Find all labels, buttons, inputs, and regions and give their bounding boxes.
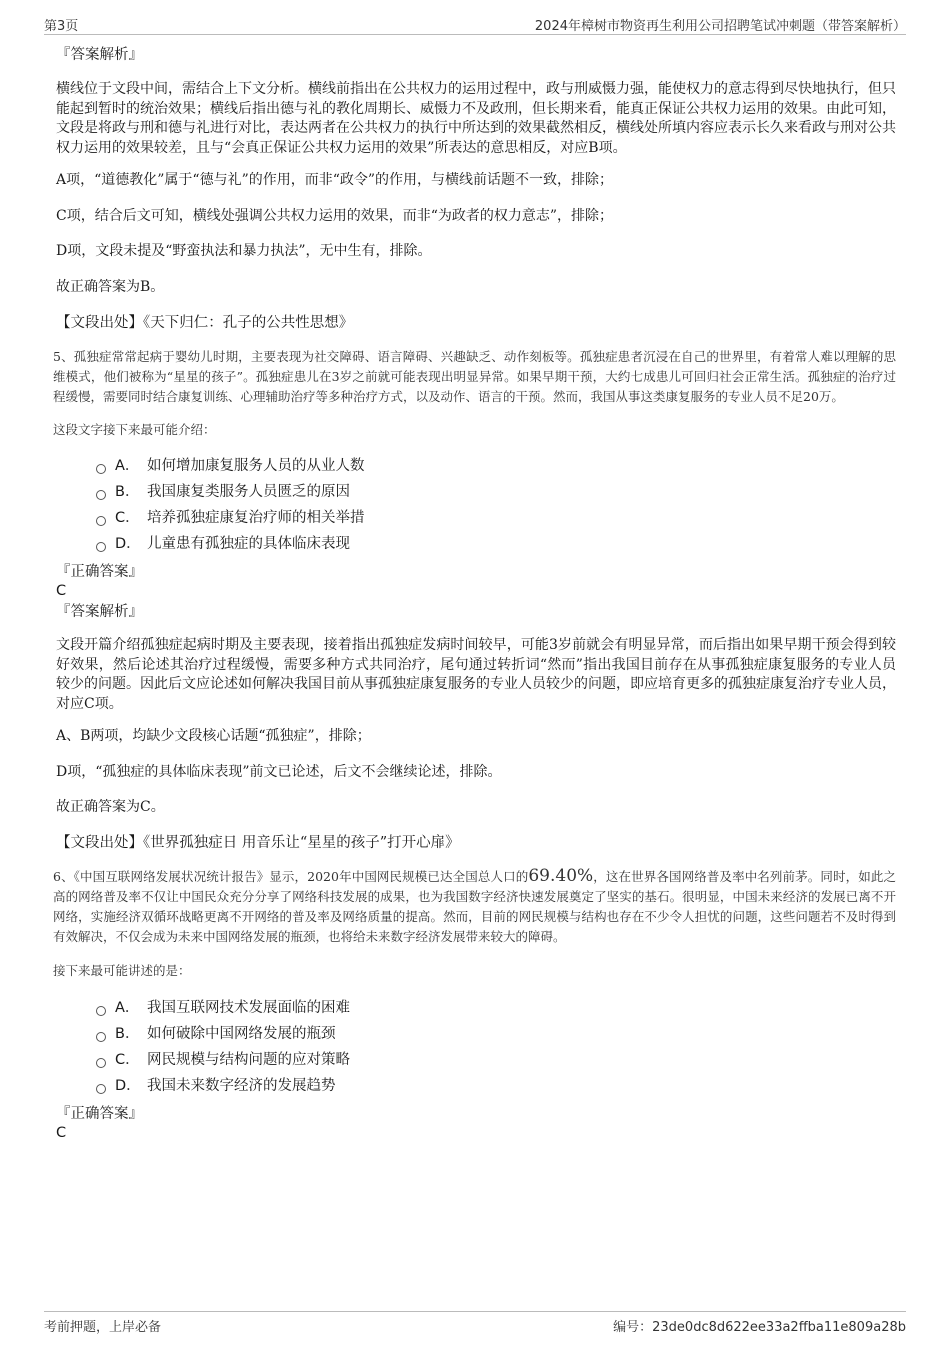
q5-answer: C (56, 583, 67, 599)
q6-option-d[interactable]: D． 我国未来数字经济的发展趋势 (96, 1073, 896, 1099)
q4-note-d: D项，文段未提及“野蛮执法和暴力执法”，无中生有，排除。 (56, 243, 432, 259)
q5-note-d: D项，“孤独症的具体临床表现”前文已论述，后文不会继续论述，排除。 (56, 763, 502, 780)
radio-icon[interactable] (96, 490, 106, 500)
q6-percentage: 69.40% (528, 865, 594, 886)
document-code: 编号：23de0dc8d622ee33a2ffba11e809a28b (613, 1320, 906, 1335)
q5-analysis: 文段开篇介绍孤独症起病时期及主要表现，接着指出孤独症发病时间较早，可能3岁前就会有明显异常，而后指出如果早期干预会得到较好效果，然后论述其治疗过程缓慢，需要多种方式共同治疗，尾句通过转折词“然而”指出我国目前存在从事孤独症康复服务的专业人员较少的问题。因此后文应论述如何解决我国目前从事孤独症康复服务的专业人员较少的问题，即应培育更多的孤独症康复治疗专业人员，对应C项。 (56, 637, 896, 712)
radio-icon[interactable] (96, 1084, 106, 1094)
q6-option-b[interactable]: B． 如何破除中国网络发展的瓶颈 (96, 1021, 896, 1047)
q6-options (56, 995, 896, 1099)
q5-option-b[interactable]: B． 我国康复类服务人员匮乏的原因 (96, 479, 896, 505)
q6-answer-label: 『正确答案』 (56, 1105, 143, 1122)
radio-icon[interactable] (96, 516, 106, 526)
q4-analysis-label: 『答案解析』 (56, 47, 143, 63)
footer-slogan: 考前押题，上岸必备 (44, 1320, 162, 1335)
radio-icon[interactable] (96, 1006, 106, 1016)
radio-icon[interactable] (96, 1032, 106, 1042)
q4-note-a: A项，“道德教化”属于“德与礼”的作用，而非“政令”的作用，与横线前话题不一致，排除； (56, 172, 614, 188)
page-footer (44, 1311, 906, 1336)
q4-analysis: 横线位于文段中间，需结合上下文分析。横线前指出在公共权力的运用过程中，政与刑威慑力强，能使权力的意志得到尽快地执行，但只能起到暂时的统治效果；横线后指出德与礼的教化周期长、威慑力不及政刑，但长期来看，能真正保证公共权力运用的效果。由此可知，文段是将政与刑和德与礼进行对比，表达两者在公共权力的执行中所达到的效果截然相反，横线处所填内容应表示长久来看政与刑对公共权力运用的效果较差，且与“会真正保证公共权力运用的效果”所表达的意思相反，对应B项。 (56, 81, 896, 156)
q4-source: 【文段出处】《天下归仁：孔子的公共性思想》 (56, 315, 354, 331)
q4-note-c: C项，结合后文可知，横线处强调公共权力运用的效果，而非“为政者的权力意志”，排除； (56, 207, 614, 224)
page-content (53, 44, 896, 1142)
page-number: 第3页 (44, 19, 79, 34)
q5-options (56, 453, 896, 557)
radio-icon[interactable] (96, 1058, 106, 1068)
radio-icon[interactable] (96, 464, 106, 474)
q6-question: 接下来最可能讲述的是： (53, 962, 191, 978)
q5-note-ab: A、B两项，均缺少文段核心话题“孤独症”，排除； (56, 728, 371, 744)
q5-option-c[interactable]: C． 培养孤独症康复治疗师的相关举措 (96, 505, 896, 531)
document-title: 2024年樟树市物资再生利用公司招聘笔试冲刺题（带答案解析） (534, 19, 906, 34)
radio-icon[interactable] (96, 542, 106, 552)
q6-option-c[interactable]: C． 网民规模与结构问题的应对策略 (96, 1047, 896, 1073)
q5-option-d[interactable]: D． 儿童患有孤独症的具体临床表现 (96, 531, 896, 557)
q6-option-a[interactable]: A． 我国互联网技术发展面临的困难 (96, 995, 896, 1021)
q5-source: 【文段出处】《世界孤独症日 用音乐让“星星的孩子”打开心扉》 (56, 834, 460, 851)
q5-stem: 5、孤独症常常起病于婴幼儿时期，主要表现为社交障碍、语言障碍、兴趣缺乏、动作刻板等。孤独症患者沉浸在自己的世界里，有着常人难以理解的思维模式，他们被称为“星星的孩子”。孤独症患儿在3岁之前就可能表现出明显异常。如果早期干预，大约七成患儿可回归社会正常生活。孤独症的治疗过程缓慢，需要同时结合康复训练、心理辅助治疗等多种治疗方式，以及动作、语言的干预。然而，我国从事这类康复服务的专业人员不足20万。 (53, 349, 896, 404)
q5-answer-label: 『正确答案』 (56, 564, 143, 580)
q5-analysis-label: 『答案解析』 (56, 604, 143, 620)
q5-option-a[interactable]: A． 如何增加康复服务人员的从业人数 (96, 453, 896, 479)
q5-conclusion: 故正确答案为C。 (56, 799, 165, 815)
q6-answer: C (56, 1124, 67, 1141)
q4-conclusion: 故正确答案为B。 (56, 278, 165, 295)
page-header (44, 12, 906, 35)
q5-question: 这段文字接下来最可能介绍： (53, 422, 216, 437)
q6-stem: 6、《中国互联网络发展状况统计报告》显示，2020年中国网民规模已达全国总人口的69.40%，这在世界各国网络普及率中名列前茅。同时，如此之高的网络普及率不仅让中国民众充分分享了网络科技发展的成果，也为我国数字经济快速发展奠定了坚实的基石。很明显，中国未来经济的发展已离不开网络，实施经济双循环战略更离不开网络的普及率及网络质量的提高。然而，目前的网民规模与结构也存在不少令人担忧的问题，这些问题若不及时得到有效解决，不仅会成为未来中国网络发展的瓶颈，也将给未来数字经济发展带来较大的障碍。 (53, 865, 896, 944)
